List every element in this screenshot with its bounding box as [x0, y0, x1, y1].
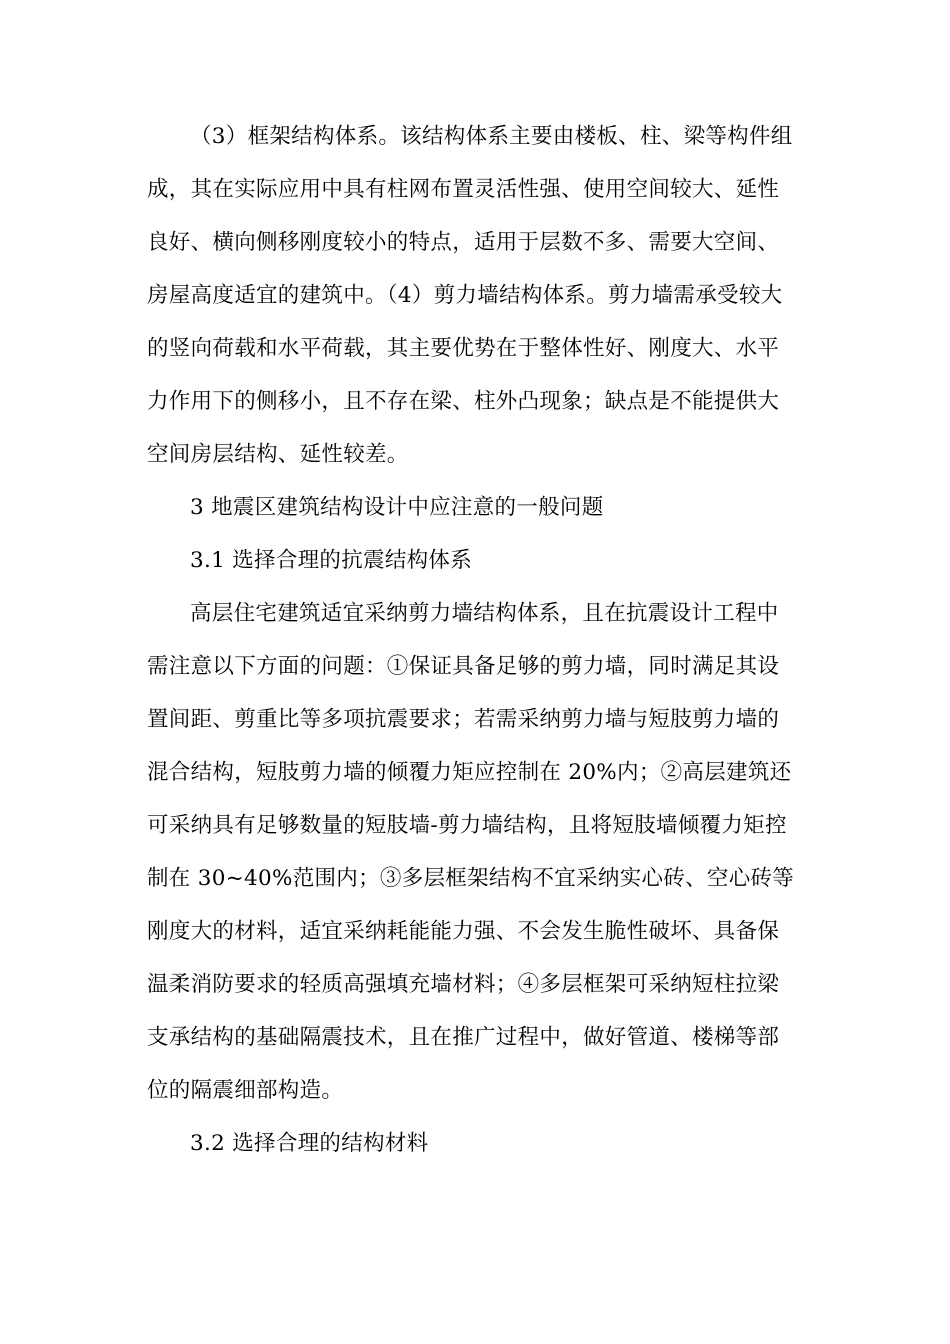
paragraph-frame-structure-line-2: 成，其在实际应用中具有柱网布置灵活性强、使用空间较大、延性 [147, 177, 780, 202]
paragraph-seismic-system-line-1: 高层住宅建筑适宜采纳剪力墙结构体系，且在抗震设计工程中 [190, 601, 779, 626]
paragraph-seismic-system-line-10: 位的隔震细部构造。 [147, 1078, 344, 1103]
paragraph-frame-structure-line-3: 良好、横向侧移刚度较小的特点，适用于层数不多、需要大空间、 [147, 230, 780, 255]
paragraph-seismic-system-line-6: 制在 30~40%范围内；③多层框架结构不宜采纳实心砖、空心砖等 [147, 866, 795, 891]
paragraph-frame-structure-line-4: 房屋高度适宜的建筑中。（4）剪力墙结构体系。剪力墙需承受较大 [147, 283, 783, 308]
paragraph-seismic-system-line-8: 温柔消防要求的轻质高强填充墙材料；④多层框架可采纳短柱拉梁 [147, 972, 780, 997]
paragraph-seismic-system-line-7: 刚度大的材料，适宜采纳耗能能力强、不会发生脆性破坏、具备保 [147, 919, 780, 944]
paragraph-seismic-system-line-4: 混合结构，短肢剪力墙的倾覆力矩应控制在 20%内；②高层建筑还 [147, 760, 792, 785]
paragraph-seismic-system-line-5: 可采纳具有足够数量的短肢墙-剪力墙结构，且将短肢墙倾覆力矩控 [147, 813, 787, 838]
paragraph-seismic-system-line-9: 支承结构的基础隔震技术，且在推广过程中，做好管道、楼梯等部 [147, 1025, 780, 1050]
paragraph-frame-structure-line-1: （3）框架结构体系。该结构体系主要由楼板、柱、梁等构件组 [190, 124, 793, 149]
paragraph-frame-structure-line-6: 力作用下的侧移小，且不存在梁、柱外凸现象；缺点是不能提供大 [147, 389, 780, 414]
section-heading-3: 3 地震区建筑结构设计中应注意的一般问题 [190, 495, 604, 520]
subsection-heading-3-2: 3.2 选择合理的结构材料 [190, 1131, 429, 1156]
paragraph-frame-structure-line-5: 的竖向荷载和水平荷载，其主要优势在于整体性好、刚度大、水平 [147, 336, 780, 361]
subsection-heading-3-1: 3.1 选择合理的抗震结构体系 [190, 548, 473, 573]
paragraph-seismic-system-line-3: 置间距、剪重比等多项抗震要求；若需采纳剪力墙与短肢剪力墙的 [147, 707, 780, 732]
paragraph-seismic-system-line-2: 需注意以下方面的问题：①保证具备足够的剪力墙，同时满足其设 [147, 654, 780, 679]
paragraph-frame-structure-line-7: 空间房层结构、延性较差。 [147, 442, 409, 467]
